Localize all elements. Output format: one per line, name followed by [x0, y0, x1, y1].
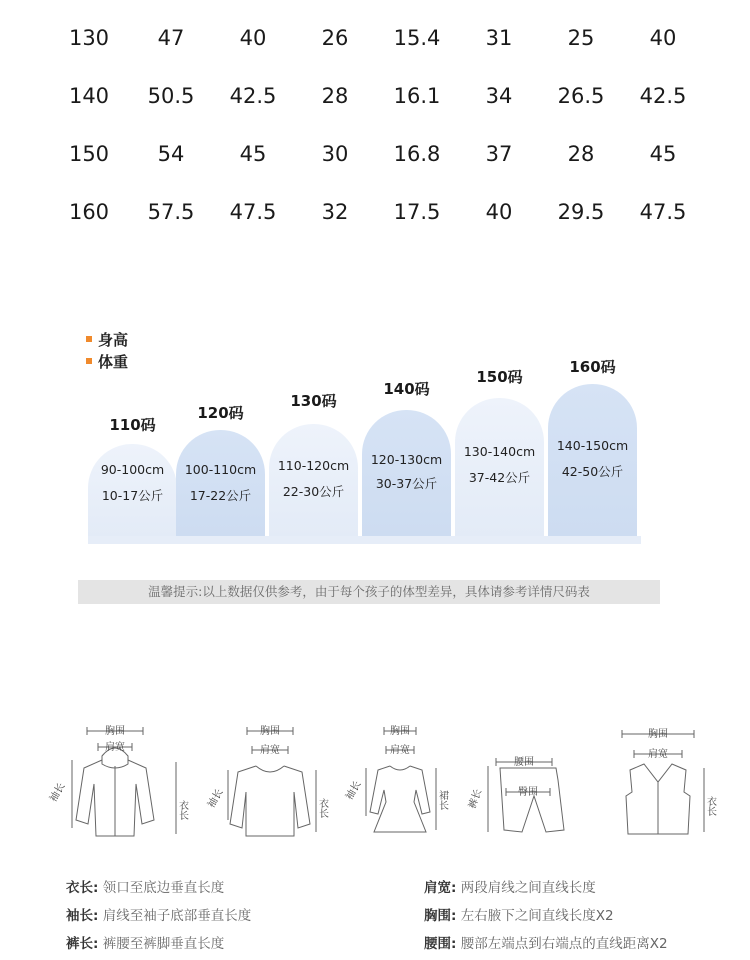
size-label: 110码: [109, 416, 156, 434]
pants-length-label: 裤长: [467, 787, 485, 811]
size-guide: [88, 340, 641, 545]
height-range: 120-130cm: [370, 452, 443, 467]
waist-label: 腰围: [514, 757, 534, 768]
skirt-length-label: 裙长: [436, 790, 448, 810]
weight-range: 37-42公斤: [468, 470, 531, 485]
table-cell: 57.5: [147, 200, 195, 224]
length-label: 衣长: [176, 800, 188, 820]
table-cell: 26.5: [557, 84, 605, 108]
table-cell: 130: [68, 26, 110, 50]
jacket-diagram: [40, 720, 190, 850]
chest-label: 胸围: [105, 726, 125, 737]
definition-item: [424, 904, 614, 924]
size-column: [548, 356, 637, 536]
size-label: 150码: [476, 368, 523, 386]
size-label: 140码: [383, 380, 430, 398]
table-cell: 50.5: [147, 84, 195, 108]
table-cell: 17.5: [393, 200, 441, 224]
table-cell: 42.5: [639, 84, 687, 108]
definition-item: [66, 932, 224, 952]
table-row: [0, 192, 750, 250]
definition-item: [66, 876, 224, 896]
table-cell: 32: [321, 200, 349, 224]
size-column: [88, 406, 177, 536]
definition-term: 裤长:: [66, 936, 99, 952]
size-column: [362, 376, 451, 536]
definition-desc: 领口至底边垂直长度: [102, 880, 225, 896]
definition-item: [424, 876, 596, 896]
weight-range: 17-22公斤: [189, 488, 252, 503]
weight-range: 30-37公斤: [375, 476, 438, 491]
definition-term: 袖长:: [66, 908, 99, 924]
definition-term: 腰围:: [424, 936, 457, 952]
height-range: 90-100cm: [100, 462, 165, 477]
guide-baseline: [88, 536, 641, 544]
table-cell: 28: [321, 84, 349, 108]
sleeve-label: 袖长: [48, 781, 68, 805]
table-cell: 16.1: [393, 84, 441, 108]
table-cell: 40: [649, 26, 677, 50]
measurement-diagrams: [40, 720, 720, 850]
pants-diagram: [467, 720, 590, 850]
height-range: 110-120cm: [277, 458, 350, 473]
table-cell: 40: [239, 26, 267, 50]
height-range: 140-150cm: [556, 438, 629, 453]
legend-label: 体重: [98, 352, 129, 371]
table-cell: 29.5: [557, 200, 605, 224]
table-cell: 47.5: [639, 200, 687, 224]
table-cell: 26: [321, 26, 349, 50]
table-cell: 30: [321, 142, 349, 166]
height-range: 130-140cm: [463, 444, 536, 459]
shoulder-label: 肩宽: [260, 745, 280, 756]
chest-label: 胸围: [260, 726, 280, 737]
table-cell: 28: [567, 142, 595, 166]
definition-term: 衣长:: [66, 880, 99, 896]
dress-diagram: [340, 720, 470, 850]
table-cell: 15.4: [393, 26, 441, 50]
size-column: [269, 386, 358, 536]
table-row: [0, 134, 750, 192]
size-arch: [548, 384, 637, 536]
size-label: 130码: [290, 392, 337, 410]
legend-label: 身高: [98, 330, 129, 349]
size-column: [176, 396, 265, 536]
chest-label: 胸围: [390, 726, 410, 737]
size-arch: [362, 410, 451, 536]
definition-desc: 两段肩线之间直线长度: [460, 880, 596, 896]
table-cell: 34: [485, 84, 513, 108]
sleeve-label: 袖长: [206, 787, 226, 811]
table-cell: 47.5: [229, 200, 277, 224]
table-cell: 31: [485, 26, 513, 50]
weight-range: 10-17公斤: [101, 488, 164, 503]
hip-label: 臀围: [518, 787, 538, 798]
chest-label: 胸围: [648, 729, 668, 740]
table-cell: 45: [649, 142, 677, 166]
table-cell: 47: [157, 26, 185, 50]
table-cell: 54: [157, 142, 185, 166]
size-label: 160码: [569, 358, 616, 376]
size-arch: [269, 424, 358, 536]
table-row: [0, 76, 750, 134]
table-row: [0, 18, 750, 76]
table-cell: 42.5: [229, 84, 277, 108]
definition-term: 胸围:: [424, 908, 457, 924]
size-label: 120码: [197, 404, 244, 422]
definition-item: [66, 904, 251, 924]
weight-range: 42-50公斤: [561, 464, 624, 479]
table-cell: 40: [485, 200, 513, 224]
weight-range: 22-30公斤: [282, 484, 345, 499]
table-cell: 140: [68, 84, 110, 108]
table-cell: 25: [567, 26, 595, 50]
height-range: 100-110cm: [184, 462, 257, 477]
definition-desc: 肩线至袖子底部垂直长度: [102, 908, 252, 924]
vest-diagram: [590, 720, 720, 850]
size-column: [455, 366, 544, 536]
table-cell: 37: [485, 142, 513, 166]
table-cell: 150: [68, 142, 110, 166]
shoulder-label: 肩宽: [648, 749, 668, 760]
table-cell: 160: [68, 200, 110, 224]
table-cell: 45: [239, 142, 267, 166]
size-table: [0, 18, 750, 250]
sweatshirt-diagram: [190, 720, 340, 850]
definition-desc: 腰部左端点到右端点的直线距离X2: [460, 936, 668, 952]
tip-banner: 温馨提示:以上数据仅供参考，由于每个孩子的体型差异，具体请参考详情尺码表: [78, 580, 660, 604]
table-cell: 16.8: [393, 142, 441, 166]
definition-desc: 左右腋下之间直线长度X2: [460, 908, 614, 924]
size-arch: [455, 398, 544, 536]
size-arch: [176, 430, 265, 536]
shoulder-label: 肩宽: [390, 745, 410, 756]
length-label: 衣长: [316, 798, 328, 818]
definition-term: 肩宽:: [424, 880, 457, 896]
sleeve-label: 袖长: [344, 779, 364, 803]
shoulder-label: 肩宽: [105, 742, 125, 753]
definition-item: [424, 932, 668, 952]
length-label: 衣长: [704, 796, 716, 816]
definition-desc: 裤腰至裤脚垂直长度: [102, 936, 225, 952]
